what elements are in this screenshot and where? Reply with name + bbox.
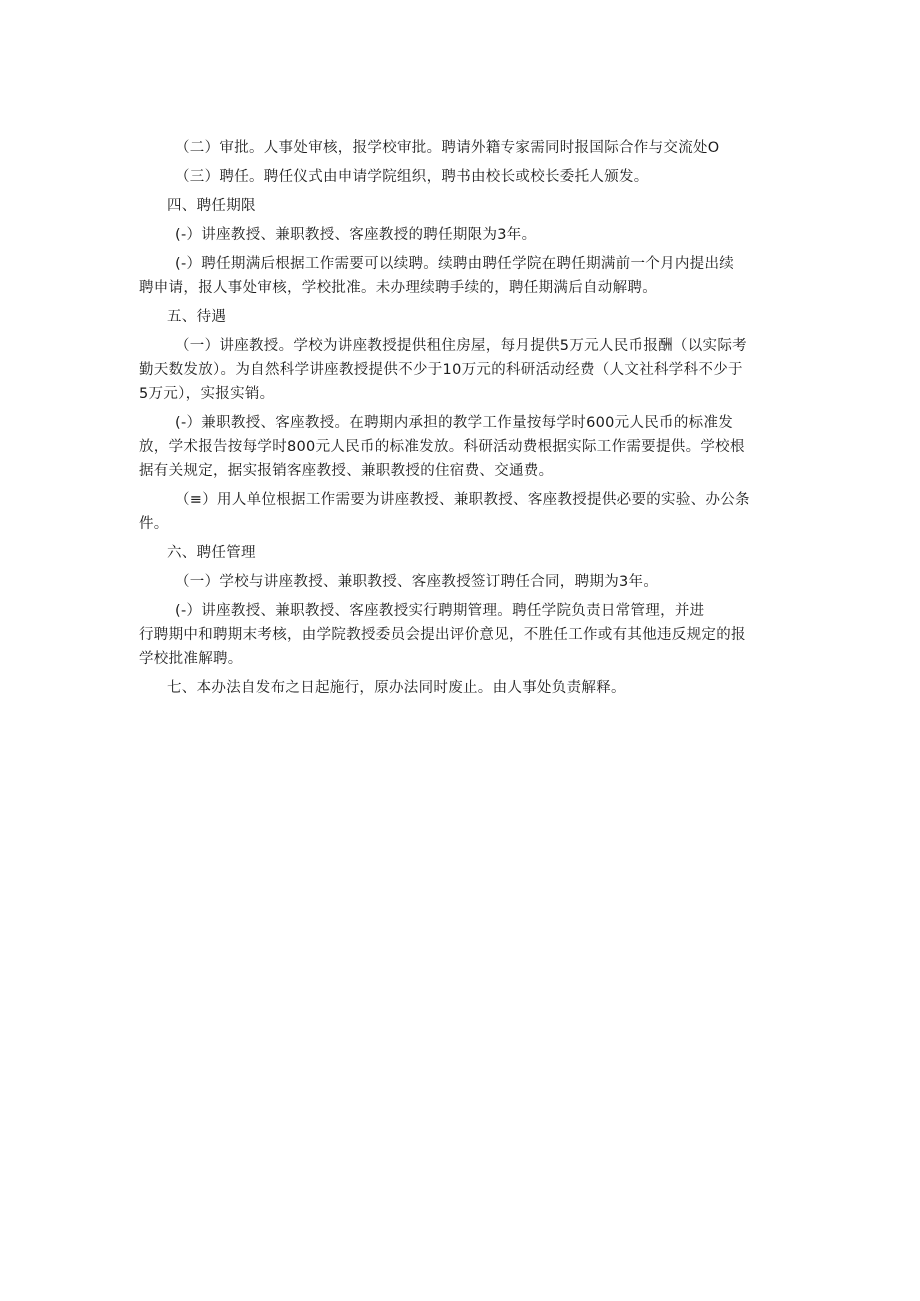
paragraph-term-length bbox=[139, 223, 789, 247]
text-line: 5万元），实报实销。 bbox=[139, 386, 275, 402]
text-line: （三）聘任。聘任仪式由申请学院组织，聘书由校长或校长委托人颁发。 bbox=[175, 169, 649, 185]
text-line: （一）讲座教授。学校为讲座教授提供租住房屋，每月提供5万元人民币报酬（以实际考 bbox=[175, 338, 747, 354]
text-line: 学校批准解聘。 bbox=[139, 651, 243, 667]
heading-text: 六、聘任管理 bbox=[167, 545, 256, 561]
paragraph-work-conditions bbox=[139, 488, 789, 536]
paragraph-approval bbox=[139, 136, 789, 160]
paragraph-appointment bbox=[139, 165, 789, 189]
paragraph-renewal bbox=[139, 252, 789, 300]
text-line: 勤天数发放）。为自然科学讲座教授提供不少于10万元的科研活动经费（人文社科学科不少于 bbox=[139, 362, 743, 378]
paragraph-contract bbox=[139, 570, 789, 594]
text-line: 七、本办法自发布之日起施行，原办法同时废止。由人事处负责解释。 bbox=[167, 680, 626, 696]
text-line: （二）审批。人事处审核，报学校审批。聘请外籍专家需同时报国际合作与交流处O bbox=[175, 140, 720, 156]
text-line: （一）学校与讲座教授、兼职教授、客座教授签订聘任合同，聘期为3年。 bbox=[175, 574, 659, 590]
text-line: 行聘期中和聘期末考核，由学院教授委员会提出评价意见，不胜任工作或有其他违反规定的报 bbox=[139, 627, 746, 643]
text-line: 聘申请，报人事处审核，学校批准。未办理续聘手续的，聘任期满后自动解聘。 bbox=[139, 280, 657, 296]
text-line: (-）讲座教授、兼职教授、客座教授的聘任期限为3年。 bbox=[175, 227, 537, 243]
section-heading-compensation bbox=[139, 305, 789, 329]
text-line: 件。 bbox=[139, 516, 169, 532]
section-heading-management bbox=[139, 541, 789, 565]
paragraph-lecture-professor bbox=[139, 334, 789, 406]
paragraph-adjunct-professor bbox=[139, 411, 789, 483]
text-line: 放，学术报告按每学时800元人民币的标准发放。科研活动费根据实际工作需要提供。学校根 bbox=[139, 439, 745, 455]
section-heading-term bbox=[139, 194, 789, 218]
document-body bbox=[139, 136, 789, 705]
paragraph-effective-date bbox=[139, 676, 789, 700]
paragraph-term-management bbox=[139, 599, 789, 671]
heading-text: 四、聘任期限 bbox=[167, 198, 256, 214]
heading-text: 五、待遇 bbox=[167, 309, 227, 325]
text-line: (-）兼职教授、客座教授。在聘期内承担的教学工作量按每学时600元人民币的标准发 bbox=[175, 415, 734, 431]
text-line: (-）讲座教授、兼职教授、客座教授实行聘期管理。聘任学院负责日常管理，并进 bbox=[175, 603, 705, 619]
text-line: (-）聘任期满后根据工作需要可以续聘。续聘由聘任学院在聘任期满前一个月内提出续 bbox=[175, 256, 735, 272]
text-line: 据有关规定，据实报销客座教授、兼职教授的住宿费、交通费。 bbox=[139, 463, 554, 479]
text-line: （≡）用人单位根据工作需要为讲座教授、兼职教授、客座教授提供必要的实验、办公条 bbox=[175, 492, 750, 508]
